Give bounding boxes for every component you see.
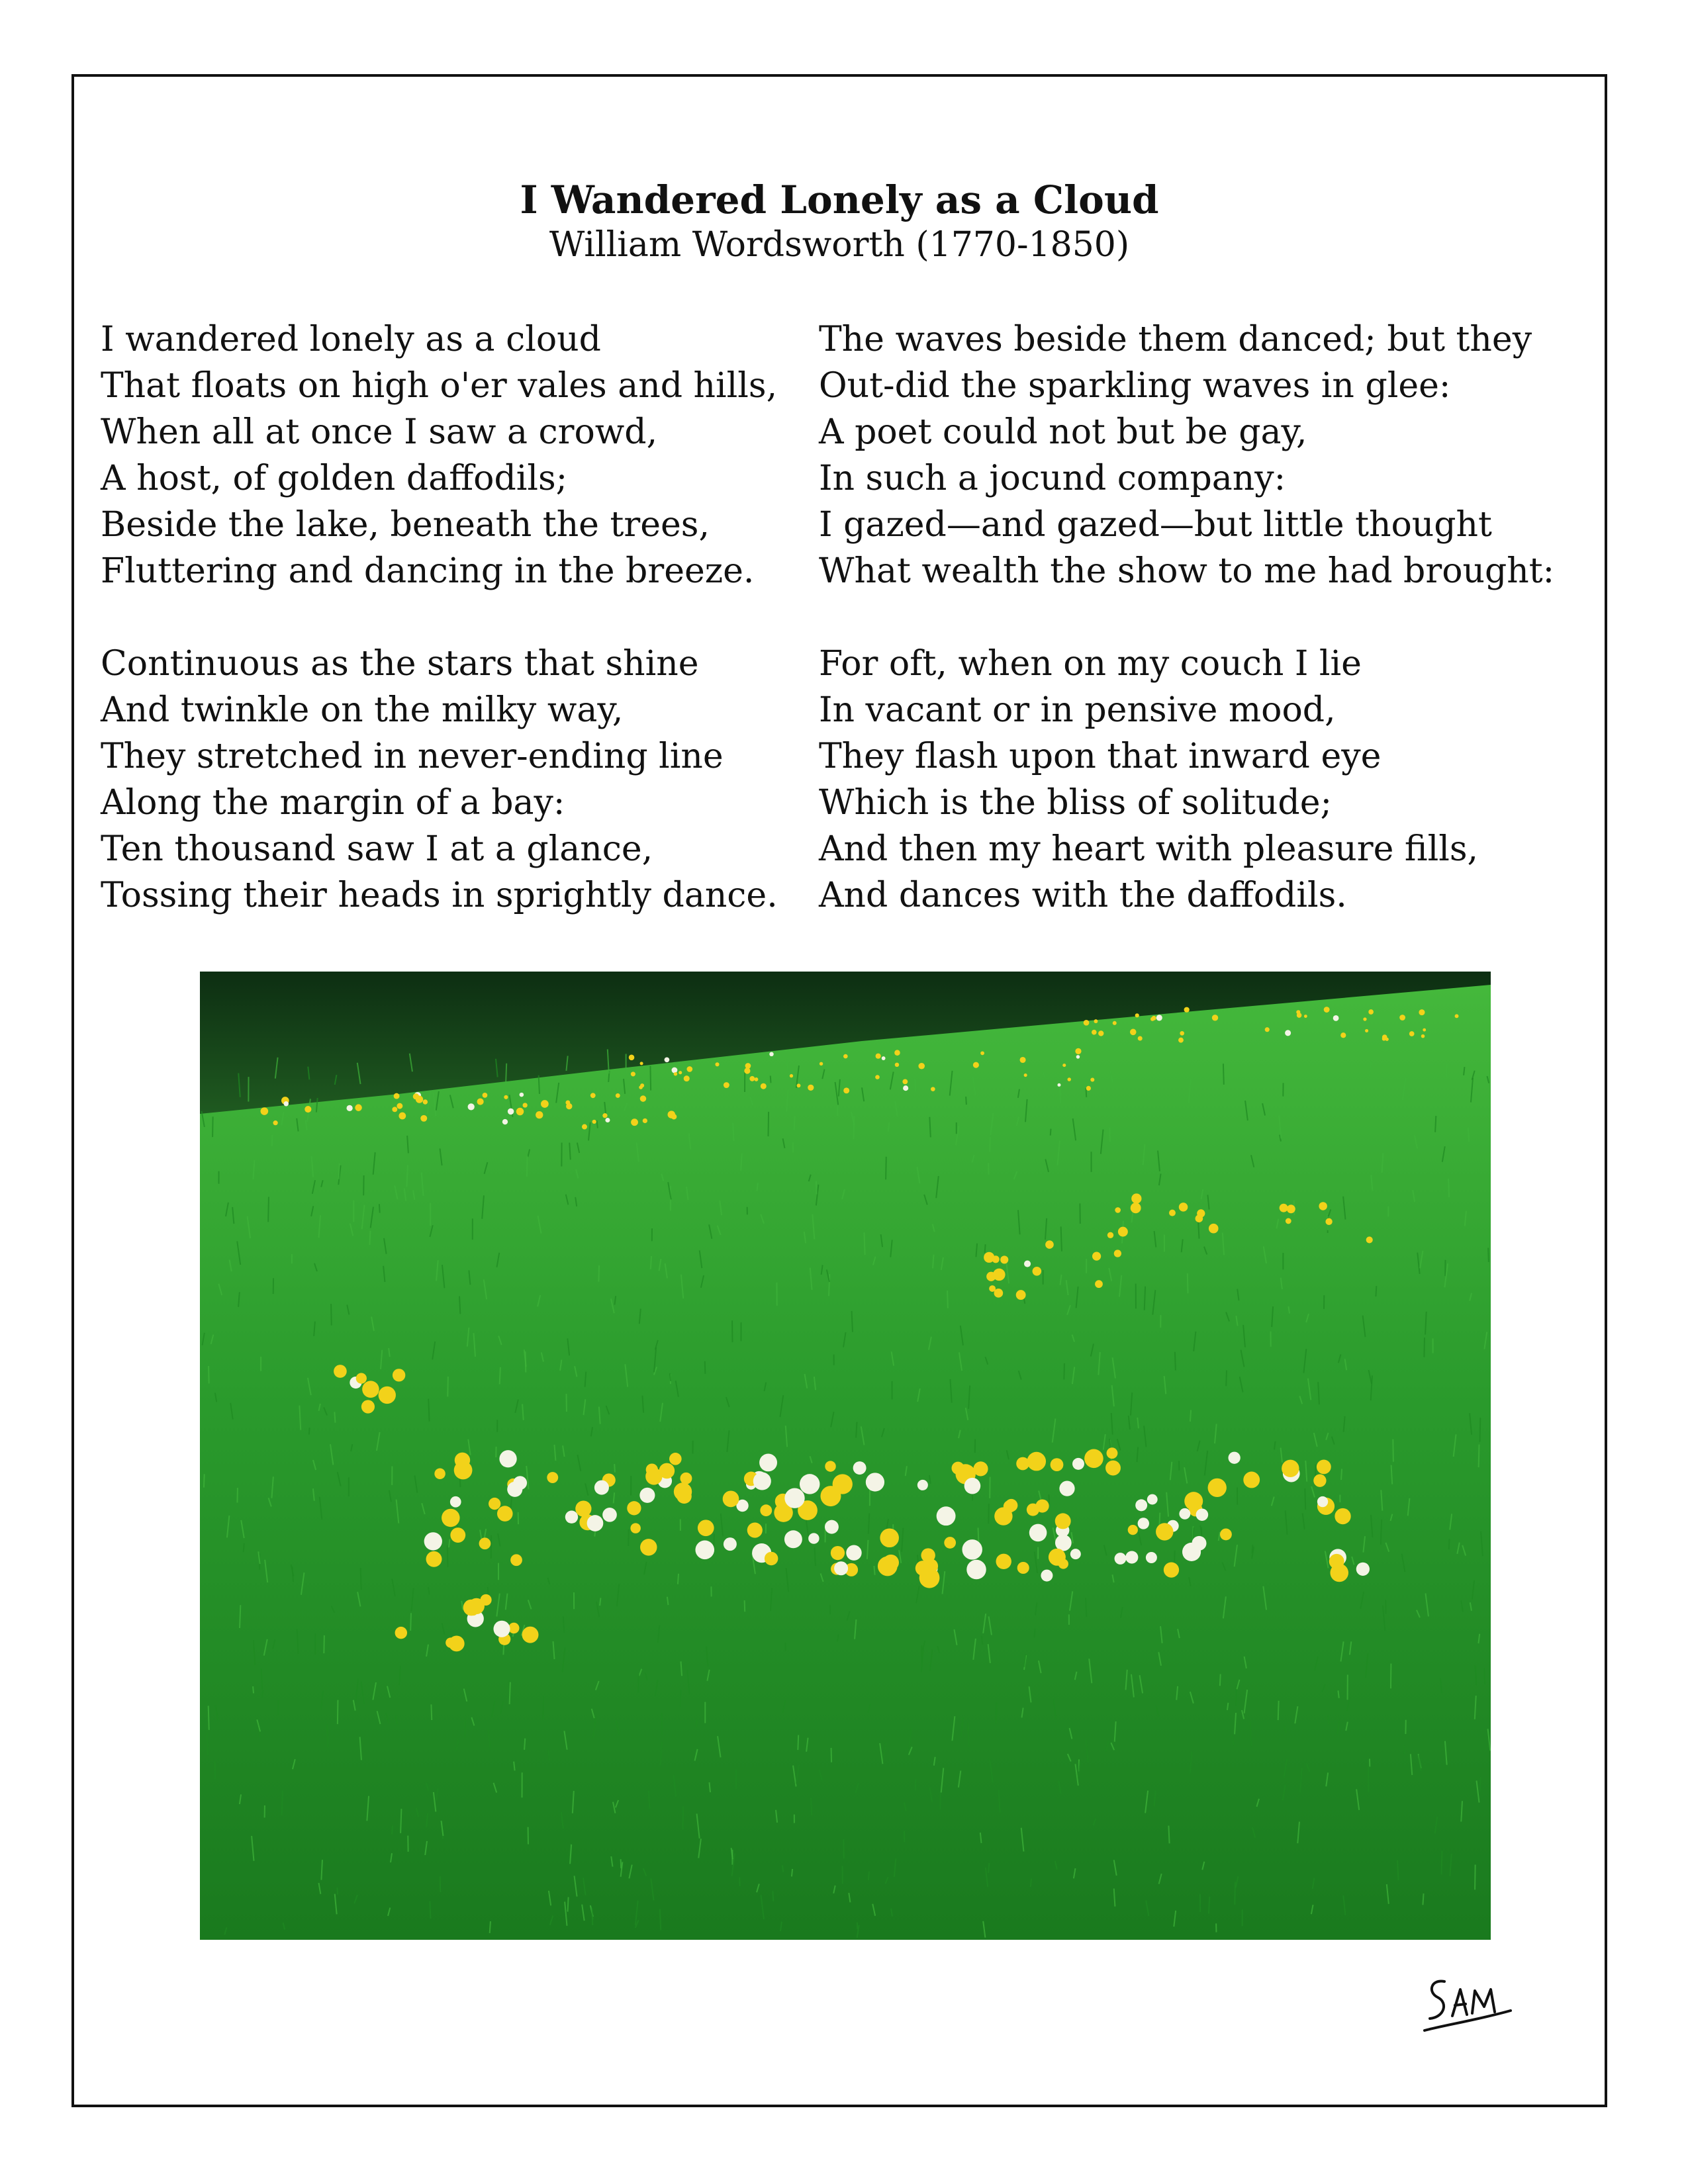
photo-illustration [200,972,1491,1940]
poem-line: Out-did the sparkling waves in glee: [819,366,1451,406]
poem-line: And dances with the daffodils. [819,876,1347,915]
poem-author: William Wordsworth (1770-1850) [549,225,1130,265]
daffodil-meadow-photo [200,972,1491,1940]
poem-line: I gazed—and gazed—but little thought [819,505,1492,545]
poem-line: In such a jocund company: [819,459,1286,498]
grass-field [200,972,1491,1940]
poem-title: I Wandered Lonely as a Cloud [520,177,1159,222]
poem-line: Ten thousand saw I at a glance, [101,829,653,869]
poem-line: And then my heart with pleasure fills, [819,829,1479,869]
poem-line: Tossing their heads in sprightly dance. [101,876,778,915]
poem-line: What wealth the show to me had brought: [819,551,1555,591]
poem-line: For oft, when on my couch I lie [819,644,1362,684]
stanza [101,641,789,919]
poem-column-left [101,316,789,965]
poem-line: The waves beside them danced; but they [819,320,1532,359]
poem-line: Along the margin of a bay: [101,783,565,823]
poem-column-right [819,316,1587,965]
poem-line: And twinkle on the milky way, [101,690,624,730]
poem-line: Which is the bliss of solitude; [819,783,1332,823]
poem-line: Fluttering and dancing in the breeze. [101,551,755,591]
poem-line: When all at once I saw a crowd, [101,412,658,452]
poem-line: A host, of golden daffodils; [101,459,568,498]
poem-line: They stretched in never-ending line [101,737,724,776]
handwritten-signature [1418,1970,1517,2042]
stanza [819,316,1587,594]
poem-line: That floats on high o'er vales and hills, [101,366,778,406]
poem-line: I wandered lonely as a cloud [101,320,601,359]
poem-line: They flash upon that inward eye [819,737,1382,776]
page-frame [71,74,1607,2107]
poem-line: Continuous as the stars that shine [101,644,699,684]
poem-line: Beside the lake, beneath the trees, [101,505,710,545]
stanza [101,316,789,594]
stanza [819,641,1587,919]
poem-line: In vacant or in pensive mood, [819,690,1336,730]
poem-line: A poet could not but be gay, [819,412,1307,452]
